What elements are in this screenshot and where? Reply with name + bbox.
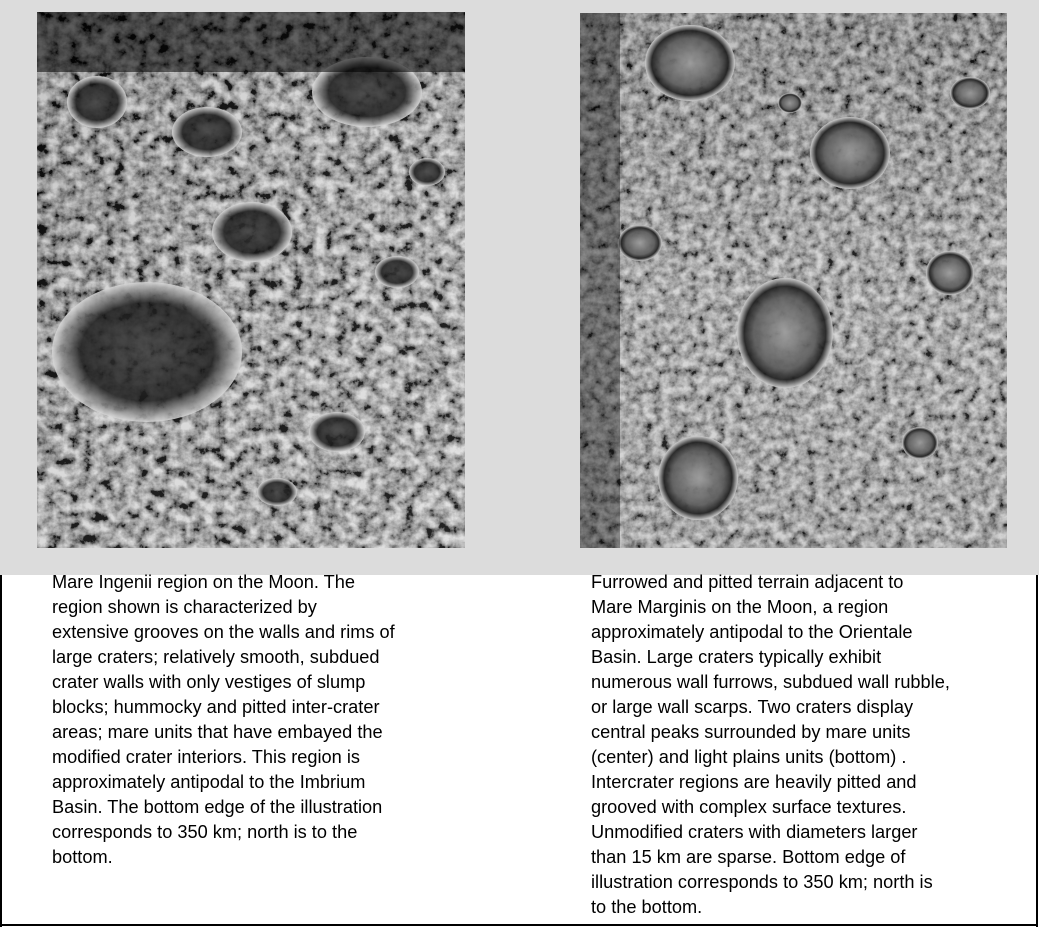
- mare-ingenii-photo: [37, 12, 465, 548]
- lunar-surface-image-right: [580, 13, 1007, 548]
- lunar-surface-image-left: [37, 12, 465, 548]
- mare-marginis-photo: [580, 13, 1007, 548]
- caption-mare-marginis: Furrowed and pitted terrain adjacent to Mare Marginis on the Moon, a region approximately antipodal to the Orientale Basin. Large craters typically exhibit numerous wall furrows, subdued wall rubble, or large wall scarps. Two craters display central peaks surrounded by mare units (center) and light plains units (bottom) . Intercrater regions are heavily pitted and grooved with complex surface textures. Unmodified craters with diameters larger than 15 km are sparse. Bottom edge of illustration corresponds to 350 km; north is to the bottom.: [591, 572, 950, 917]
- frame-border-left: [0, 575, 2, 927]
- frame-border-right: [1036, 575, 1038, 927]
- frame-border-bottom: [0, 924, 1038, 926]
- caption-mare-ingenii: Mare Ingenii region on the Moon. The region shown is characterized by extensive grooves on the walls and rims of large craters; relatively smooth, subdued crater walls with only vestiges of slump blocks; hummocky and pitted inter-crater areas; mare units that have embayed the modified crater interiors. This region is approximately antipodal to the Imbrium Basin. The bottom edge of the illustration corresponds to 350 km; north is to the bottom.: [52, 572, 395, 867]
